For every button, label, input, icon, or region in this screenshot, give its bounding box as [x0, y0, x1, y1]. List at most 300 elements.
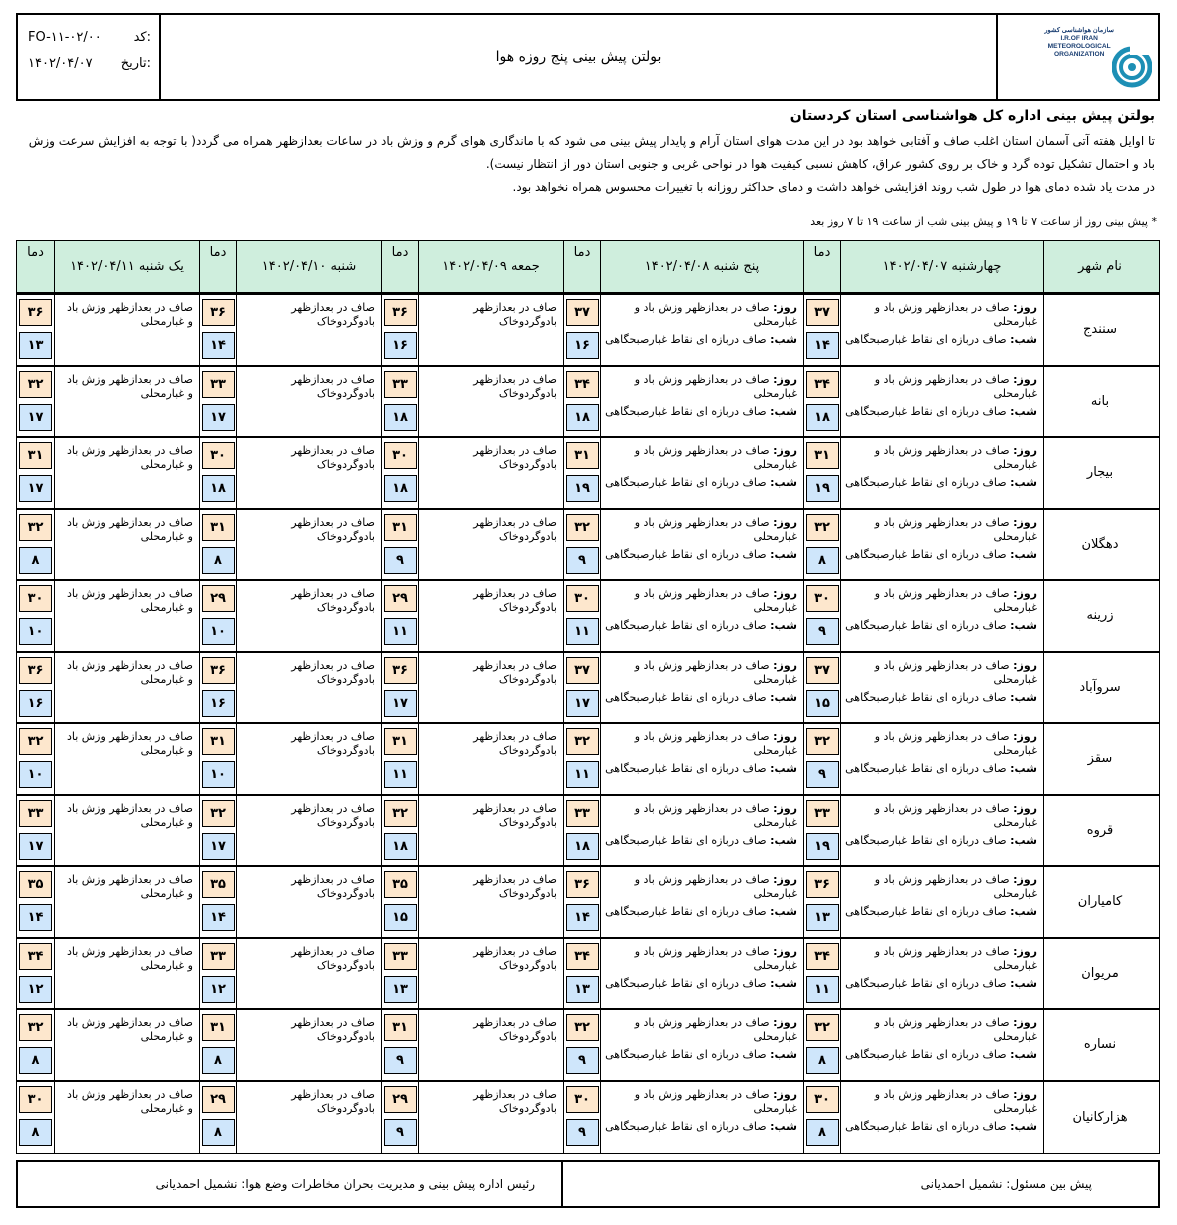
min-temp: ۱۰ [202, 618, 235, 645]
max-temp: ۳۷ [566, 299, 599, 326]
desc-day [605, 659, 797, 687]
night-text: صاف دربازه ای نقاط غبارصبحگاهی [605, 333, 771, 346]
temp-cell [803, 438, 840, 508]
weather-desc [236, 724, 381, 794]
max-temp: ۳۱ [202, 1014, 235, 1041]
day-text: صاف در بعدازظهر وزش باد و غبارمحلی [874, 730, 1037, 757]
max-temp: ۳۲ [19, 1014, 52, 1041]
min-temp: ۱۱ [566, 761, 599, 788]
max-temp: ۳۳ [19, 800, 52, 827]
table-row [17, 653, 1159, 725]
desc-night [605, 476, 797, 490]
forecast-table [16, 240, 1160, 1154]
desc-text: صاف در بعدازظهر بادوگردوخاک [291, 1016, 375, 1043]
min-temp: ۹ [566, 547, 599, 574]
temp-cell [17, 367, 54, 437]
max-temp: ۳۵ [202, 871, 235, 898]
weather-desc [600, 939, 803, 1009]
weather-desc [418, 367, 563, 437]
min-temp: ۱۵ [806, 690, 839, 717]
night-text: صاف دربازه ای نقاط غبارصبحگاهی [605, 690, 771, 704]
desc-night [845, 476, 1037, 490]
desc-day [845, 444, 1037, 472]
max-temp: ۳۴ [566, 943, 599, 970]
temp-cell [563, 367, 600, 437]
city-name: هزارکانیان [1043, 1082, 1156, 1154]
desc-night [845, 834, 1037, 848]
temp-cell [17, 653, 54, 723]
min-temp: ۱۴ [202, 332, 235, 359]
desc-night [845, 548, 1037, 562]
max-temp: ۳۴ [19, 943, 52, 970]
max-temp: ۳۰ [806, 585, 839, 612]
max-temp: ۳۳ [202, 371, 235, 398]
night-text: صاف دربازه ای نقاط غبارصبحگاهی [845, 690, 1011, 704]
temp-cell [563, 510, 600, 580]
max-temp: ۳۷ [566, 657, 599, 684]
temp-cell [17, 295, 54, 365]
desc-night [845, 1120, 1037, 1134]
max-temp: ۳۲ [19, 514, 52, 541]
day-text: صاف در بعدازظهر وزش باد و غبارمحلی [634, 515, 797, 543]
temp-cell [199, 1010, 236, 1080]
max-temp: ۳۲ [19, 728, 52, 755]
header-day-4: شنبه ۱۴۰۲/۰۴/۱۰ [236, 241, 381, 292]
min-temp: ۱۳ [19, 332, 52, 359]
night-text: صاف دربازه ای نقاط غبارصبحگاهی [845, 762, 1011, 775]
max-temp: ۳۲ [806, 728, 839, 755]
city-name: بیجار [1043, 438, 1156, 508]
weather-desc [600, 796, 803, 866]
max-temp: ۳۲ [202, 800, 235, 827]
night-text: صاف دربازه ای نقاط غبارصبحگاهی [845, 333, 1011, 346]
min-temp: ۱۴ [19, 904, 52, 931]
weather-desc [418, 438, 563, 508]
day-text: صاف در بعدازظهر وزش باد و غبارمحلی [874, 944, 1037, 972]
night-text: صاف دربازه ای نقاط غبارصبحگاهی [845, 547, 1011, 561]
desc-text: صاف در بعدازظهر بادوگردوخاک [291, 301, 375, 328]
table-row [17, 939, 1159, 1011]
day-text: صاف در بعدازظهر وزش باد و غبارمحلی [634, 1087, 797, 1115]
max-temp: ۳۶ [202, 299, 235, 326]
min-temp: ۱۱ [384, 761, 417, 788]
weather-desc [54, 295, 199, 365]
day-label: روز: [773, 587, 797, 600]
table-row [17, 867, 1159, 939]
day-label: روز: [1013, 444, 1037, 457]
night-label: شب: [1010, 333, 1037, 346]
max-temp: ۳۶ [566, 871, 599, 898]
min-temp: ۸ [19, 1047, 52, 1074]
desc-text: صاف در بعدازظهر وزش باد و غبارمحلی [66, 873, 193, 900]
desc-day [605, 444, 797, 472]
temp-cell [17, 1010, 54, 1080]
day-label: روز: [1013, 801, 1037, 815]
desc-text: صاف در بعدازظهر وزش باد و غبارمحلی [66, 587, 193, 614]
weather-desc [236, 1010, 381, 1080]
temp-cell [803, 796, 840, 866]
desc-night [845, 333, 1037, 347]
min-temp: ۱۸ [384, 404, 417, 431]
temp-cell [199, 510, 236, 580]
night-text: صاف دربازه ای نقاط غبارصبحگاهی [605, 833, 771, 847]
desc-day [845, 516, 1037, 544]
day-label: روز: [1013, 730, 1037, 743]
day-label: روز: [773, 372, 797, 386]
night-label: شب: [1010, 1119, 1037, 1133]
desc-night [845, 691, 1037, 705]
day-label: روز: [773, 873, 797, 886]
night-text: صاف دربازه ای نقاط غبارصبحگاهی [605, 404, 771, 418]
desc-night [845, 619, 1037, 633]
desc-text: صاف در بعدازظهر بادوگردوخاک [473, 873, 557, 900]
day-text: صاف در بعدازظهر وزش باد و غبارمحلی [874, 515, 1037, 543]
temp-cell [563, 1010, 600, 1080]
max-temp: ۳۲ [566, 514, 599, 541]
city-name: زرینه [1043, 581, 1156, 651]
table-row [17, 367, 1159, 439]
night-label: شب: [770, 976, 797, 990]
temp-cell [17, 581, 54, 651]
weather-desc [418, 1082, 563, 1154]
weather-desc [840, 939, 1043, 1009]
day-text: صاف در بعدازظهر وزش باد و غبارمحلی [634, 372, 797, 400]
night-text: صاف دربازه ای نقاط غبارصبحگاهی [605, 1048, 771, 1061]
desc-text: صاف در بعدازظهر بادوگردوخاک [291, 1087, 375, 1115]
max-temp: ۳۶ [806, 871, 839, 898]
date-value: ۱۴۰۲/۰۴/۰۷ [28, 56, 93, 71]
table-row [17, 581, 1159, 653]
weather-desc [418, 653, 563, 723]
day-label: روز: [773, 658, 797, 672]
forecast-note: * پیش بینی روز از ساعت ۷ تا ۱۹ و پیش بینی شب از ساعت ۱۹ تا ۷ روز بعد [810, 215, 1157, 228]
min-temp: ۸ [19, 547, 52, 574]
night-label: شب: [1010, 690, 1037, 704]
desc-text: صاف در بعدازظهر بادوگردوخاک [473, 1087, 557, 1115]
night-text: صاف دربازه ای نقاط غبارصبحگاهی [845, 1119, 1011, 1133]
header-temp: دما [381, 241, 418, 292]
temp-cell [199, 796, 236, 866]
weather-desc [600, 1010, 803, 1080]
max-temp: ۳۱ [19, 442, 52, 469]
weather-desc [418, 724, 563, 794]
max-temp: ۳۷ [806, 657, 839, 684]
day-label: روز: [773, 801, 797, 815]
max-temp: ۳۲ [806, 1014, 839, 1041]
max-temp: ۳۶ [384, 657, 417, 684]
temp-cell [199, 367, 236, 437]
desc-day [605, 802, 797, 830]
max-temp: ۳۲ [566, 728, 599, 755]
desc-day [605, 730, 797, 758]
desc-text: صاف در بعدازظهر بادوگردوخاک [291, 515, 375, 543]
city-name: دهگلان [1043, 510, 1156, 580]
weather-desc [236, 1082, 381, 1154]
desc-day [845, 873, 1037, 901]
desc-day [845, 730, 1037, 758]
min-temp: ۱۶ [19, 690, 52, 717]
temp-cell [803, 867, 840, 937]
weather-desc [600, 867, 803, 937]
city-name: کامیاران [1043, 867, 1156, 937]
weather-desc [236, 653, 381, 723]
desc-text: صاف در بعدازظهر وزش باد و غبارمحلی [66, 1087, 193, 1115]
min-temp: ۹ [384, 547, 417, 574]
night-label: شب: [770, 404, 797, 418]
day-text: صاف در بعدازظهر وزش باد و غبارمحلی [874, 372, 1037, 400]
day-text: صاف در بعدازظهر وزش باد و غبارمحلی [874, 801, 1037, 829]
temp-cell [17, 724, 54, 794]
weather-desc [54, 367, 199, 437]
weather-desc [54, 1082, 199, 1154]
night-label: شب: [770, 1119, 797, 1133]
min-temp: ۹ [384, 1119, 417, 1146]
intro-heading: بولتن پیش بینی اداره کل هواشناسی استان کردستان [789, 108, 1155, 124]
irimo-logo [998, 15, 1158, 99]
max-temp: ۳۱ [384, 728, 417, 755]
temp-cell [563, 1082, 600, 1154]
desc-text: صاف در بعدازظهر بادوگردوخاک [291, 944, 375, 972]
weather-desc [840, 1010, 1043, 1080]
min-temp: ۱۱ [566, 618, 599, 645]
city-name: نساره [1043, 1010, 1156, 1080]
min-temp: ۱۳ [566, 976, 599, 1003]
night-label: شب: [1010, 905, 1037, 918]
temp-cell [17, 796, 54, 866]
min-temp: ۱۸ [566, 404, 599, 431]
temp-cell [199, 867, 236, 937]
weather-desc [236, 367, 381, 437]
weather-desc [600, 438, 803, 508]
day-label: روز: [773, 444, 797, 457]
night-label: شب: [770, 476, 797, 489]
night-label: شب: [770, 333, 797, 346]
date-label: تاریخ: [120, 56, 151, 71]
desc-text: صاف در بعدازظهر بادوگردوخاک [473, 444, 557, 471]
desc-text: صاف در بعدازظهر بادوگردوخاک [291, 658, 375, 686]
weather-desc [236, 796, 381, 866]
min-temp: ۱۸ [202, 475, 235, 502]
min-temp: ۱۷ [19, 475, 52, 502]
desc-text: صاف در بعدازظهر وزش باد و غبارمحلی [66, 515, 193, 543]
min-temp: ۱۱ [384, 618, 417, 645]
desc-text: صاف در بعدازظهر بادوگردوخاک [473, 515, 557, 543]
max-temp: ۳۴ [806, 943, 839, 970]
temp-cell [199, 653, 236, 723]
temp-cell [17, 867, 54, 937]
desc-day [845, 945, 1037, 973]
weather-desc [236, 939, 381, 1009]
header-day-5: یک شنبه ۱۴۰۲/۰۴/۱۱ [54, 241, 199, 292]
desc-night [605, 691, 797, 705]
min-temp: ۱۸ [566, 833, 599, 860]
max-temp: ۳۴ [806, 371, 839, 398]
desc-night [605, 977, 797, 991]
desc-text: صاف در بعدازظهر وزش باد و غبارمحلی [66, 658, 193, 686]
weather-desc [840, 1082, 1043, 1154]
desc-text: صاف در بعدازظهر بادوگردوخاک [473, 658, 557, 686]
bulletin-intro [22, 108, 1155, 199]
city-name: مریوان [1043, 939, 1156, 1009]
desc-night [605, 762, 797, 776]
temp-cell [199, 939, 236, 1009]
max-temp: ۳۰ [806, 1086, 839, 1113]
day-label: روز: [773, 515, 797, 529]
temp-cell [17, 1082, 54, 1154]
city-name: سنندج [1043, 295, 1156, 365]
min-temp: ۱۴ [566, 904, 599, 931]
desc-text: صاف در بعدازظهر بادوگردوخاک [291, 444, 375, 471]
weather-desc [840, 581, 1043, 651]
day-label: روز: [1013, 944, 1037, 958]
temp-cell [381, 581, 418, 651]
night-text: صاف دربازه ای نقاط غبارصبحگاهی [845, 905, 1011, 918]
desc-text: صاف در بعدازظهر بادوگردوخاک [473, 801, 557, 829]
weather-desc [600, 581, 803, 651]
min-temp: ۹ [566, 1119, 599, 1146]
night-label: شب: [1010, 547, 1037, 561]
max-temp: ۳۲ [384, 800, 417, 827]
night-text: صاف دربازه ای نقاط غبارصبحگاهی [845, 476, 1011, 489]
table-row [17, 796, 1159, 868]
weather-desc [840, 653, 1043, 723]
day-label: روز: [1013, 658, 1037, 672]
desc-day [845, 587, 1037, 615]
temp-cell [803, 939, 840, 1009]
min-temp: ۱۶ [566, 332, 599, 359]
day-text: صاف در بعدازظهر وزش باد و غبارمحلی [634, 944, 797, 972]
day-label: روز: [1013, 1016, 1037, 1029]
desc-text: صاف در بعدازظهر بادوگردوخاک [291, 873, 375, 900]
max-temp: ۳۳ [566, 800, 599, 827]
max-temp: ۳۲ [566, 1014, 599, 1041]
footer-forecaster: پیش بین مسئول: نشمیل احمدیانی [920, 1177, 1092, 1191]
weather-desc [840, 295, 1043, 365]
city-name: قروه [1043, 796, 1156, 866]
weather-desc [840, 510, 1043, 580]
weather-desc [54, 581, 199, 651]
min-temp: ۱۷ [384, 690, 417, 717]
temp-cell [381, 653, 418, 723]
max-temp: ۳۶ [202, 657, 235, 684]
day-label: روز: [1013, 372, 1037, 386]
min-temp: ۸ [806, 547, 839, 574]
max-temp: ۳۱ [806, 442, 839, 469]
night-label: شب: [770, 833, 797, 847]
desc-text: صاف در بعدازظهر وزش باد و غبارمحلی [66, 801, 193, 829]
bulletin-header [16, 13, 1160, 101]
table-row [17, 1010, 1159, 1082]
desc-day [605, 873, 797, 901]
weather-desc [600, 295, 803, 365]
night-text: صاف دربازه ای نقاط غبارصبحگاهی [605, 1119, 771, 1133]
weather-desc [418, 581, 563, 651]
max-temp: ۳۰ [19, 585, 52, 612]
weather-desc [840, 796, 1043, 866]
code-value: FO-۱۱-۰۲/۰۰ [28, 30, 102, 45]
desc-day [845, 1088, 1037, 1116]
desc-text: صاف در بعدازظهر وزش باد و غبارمحلی [66, 301, 193, 328]
night-text: صاف دربازه ای نقاط غبارصبحگاهی [845, 619, 1011, 632]
day-label: روز: [1013, 587, 1037, 600]
temp-cell [17, 939, 54, 1009]
weather-desc [600, 1082, 803, 1154]
max-temp: ۳۱ [202, 728, 235, 755]
min-temp: ۱۴ [202, 904, 235, 931]
weather-desc [236, 581, 381, 651]
weather-desc [54, 939, 199, 1009]
night-text: صاف دربازه ای نقاط غبارصبحگاهی [605, 905, 771, 918]
weather-desc [418, 510, 563, 580]
table-body [17, 295, 1159, 1153]
header-city: نام شهر [1043, 241, 1156, 292]
weather-desc [840, 867, 1043, 937]
day-label: روز: [773, 944, 797, 958]
night-text: صاف دربازه ای نقاط غبارصبحگاهی [845, 833, 1011, 847]
night-label: شب: [770, 1048, 797, 1061]
min-temp: ۱۶ [384, 332, 417, 359]
day-text: صاف در بعدازظهر وزش باد و غبارمحلی [874, 658, 1037, 686]
max-temp: ۳۱ [384, 1014, 417, 1041]
weather-desc [54, 1010, 199, 1080]
weather-desc [600, 724, 803, 794]
min-temp: ۱۲ [19, 976, 52, 1003]
night-label: شب: [1010, 1048, 1037, 1061]
desc-text: صاف در بعدازظهر وزش باد و غبارمحلی [66, 730, 193, 757]
min-temp: ۱۸ [384, 475, 417, 502]
temp-cell [563, 581, 600, 651]
header-temp: دما [27, 245, 44, 260]
min-temp: ۱۷ [202, 404, 235, 431]
weather-desc [600, 510, 803, 580]
desc-day [845, 802, 1037, 830]
temp-cell [381, 438, 418, 508]
night-text: صاف دربازه ای نقاط غبارصبحگاهی [605, 619, 771, 632]
day-text: صاف در بعدازظهر وزش باد و غبارمحلی [874, 1087, 1037, 1115]
temp-cell [563, 867, 600, 937]
desc-night [605, 834, 797, 848]
day-label: روز: [1013, 873, 1037, 886]
min-temp: ۸ [202, 1119, 235, 1146]
temp-cell [199, 581, 236, 651]
temp-cell [381, 724, 418, 794]
night-text: صاف دربازه ای نقاط غبارصبحگاهی [605, 476, 771, 489]
table-row [17, 510, 1159, 582]
min-temp: ۱۰ [202, 761, 235, 788]
desc-text: صاف در بعدازظهر بادوگردوخاک [291, 801, 375, 829]
min-temp: ۸ [202, 1047, 235, 1074]
temp-cell [803, 367, 840, 437]
min-temp: ۱۱ [806, 976, 839, 1003]
night-label: شب: [770, 619, 797, 632]
table-row [17, 438, 1159, 510]
desc-night [605, 1120, 797, 1134]
min-temp: ۱۷ [19, 833, 52, 860]
weather-desc [54, 653, 199, 723]
max-temp: ۳۲ [806, 514, 839, 541]
night-label: شب: [1010, 404, 1037, 418]
desc-night [845, 1048, 1037, 1062]
night-label: شب: [1010, 762, 1037, 775]
header-day-3: جمعه ۱۴۰۲/۰۴/۰۹ [418, 241, 563, 292]
min-temp: ۱۴ [806, 332, 839, 359]
desc-day [605, 301, 797, 329]
desc-text: صاف در بعدازظهر بادوگردوخاک [473, 730, 557, 757]
weather-desc [236, 438, 381, 508]
day-text: صاف در بعدازظهر وزش باد و غبارمحلی [874, 587, 1037, 614]
weather-desc [418, 939, 563, 1009]
weather-desc [236, 510, 381, 580]
